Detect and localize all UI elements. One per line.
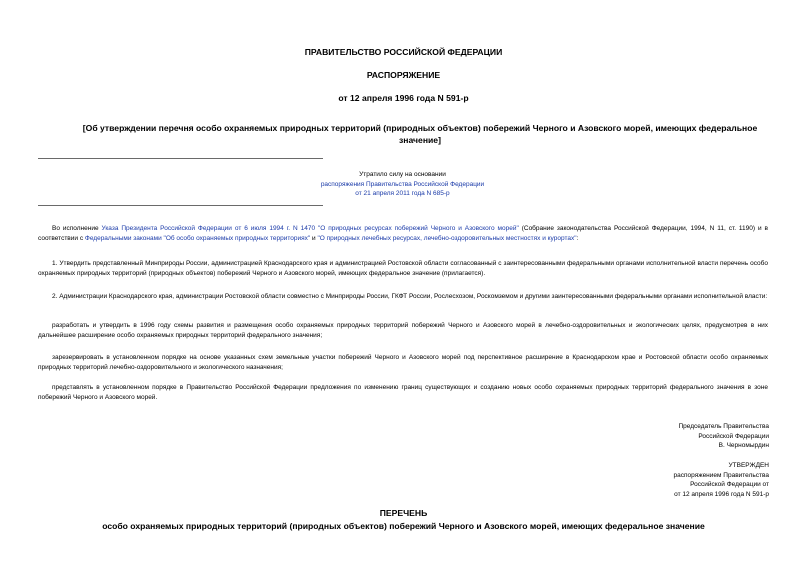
resorts-law-link[interactable]: "О природных лечебных ресурсах, лечебно-оздоровительных местностях и курортах" <box>317 234 577 242</box>
signature-org: Российской Федерации <box>698 432 769 440</box>
document-date-number: от 12 апреля 1996 года N 591-р <box>338 93 469 103</box>
paragraph-5: представлять в установленном порядке в Правительство Российской Федерации предложения по изменению границ существующих и созданию новых особо охраняемых природных территорий федерального значения в зоне побережий Черного и Азовского морей. <box>38 384 768 401</box>
status-text: Утратило силу на основании <box>359 171 446 178</box>
list-title: ПЕРЕЧЕНЬ <box>379 508 428 518</box>
intro-text-2: (Собрание законодательства Российской Федерации, 1994, N 11, ст. 1190) и в соответствии с <box>38 225 768 242</box>
document-type: РАСПОРЯЖЕНИЕ <box>366 70 441 80</box>
approved-by: распоряжением Правительства <box>673 471 769 479</box>
approved-block <box>560 461 769 499</box>
repeal-link-date[interactable]: от 21 апреля 2011 года N 685-р <box>355 190 450 197</box>
bottom-divider <box>38 205 323 206</box>
intro-paragraph <box>38 224 768 243</box>
list-subtitle: особо охраняемых природных территорий (природных объектов) побережий Черного и Азовского морей, имеющих федеральное значение <box>102 521 705 531</box>
paragraph-1: 1. Утвердить представленный Минприроды России, администрацией Краснодарского края и администрацией Ростовской области согласованный с заинтересованными федеральными органами исполнительной власти перечень особо охраняемых природных территорий (природных объектов) побережий Черного и Азовского морей, имеющих федеральное значение (прилагается). <box>38 260 768 277</box>
status-block <box>300 170 505 199</box>
document-title: [Об утверждении перечня особо охраняемых природных территорий (природных объектов) побережий Черного и Азовского морей, имеющих федеральное значение] <box>82 123 758 145</box>
top-divider <box>38 158 323 159</box>
intro-text-3: и <box>310 234 318 242</box>
signature-title: Председатель Правительства <box>678 423 769 430</box>
decree-link[interactable]: Указа Президента Российской Федерации от 6 июля 1994 г. N 1470 "О природных ресурсах побережий Черного и Азовского морей" <box>101 225 519 232</box>
paragraph-4: зарезервировать в установленном порядке на основе указанных схем земельные участки побережий Черного и Азовского морей под перспективное расширение в Краснодарском крае и Ростовской области особо охраняемых природных территорий лечебно-оздоровительного и экологического назначения; <box>38 354 768 371</box>
paragraph-3: разработать и утвердить в 1996 году схемы развития и размещения особо охраняемых природных территорий побережий Черного и Азовского морей в лечебно-оздоровительных и экологических целях, предусмотрев в них дальнейшее расширение особо охраняемых природных территорий федерального значения; <box>38 322 768 339</box>
signature-name: В. Черномырдин <box>718 442 769 449</box>
government-name: ПРАВИТЕЛЬСТВО РОССИЙСКОЙ ФЕДЕРАЦИИ <box>304 47 503 57</box>
signature-block <box>560 422 769 451</box>
approved-label: УТВЕРЖДЕН <box>728 462 769 469</box>
intro-text-4: : <box>576 234 579 242</box>
intro-text-1: Во исполнение <box>52 225 102 232</box>
approved-org: Российской Федерации от <box>690 481 769 488</box>
repeal-link[interactable]: распоряжения Правительства Российской Федерации <box>320 180 485 188</box>
paragraph-2: 2. Администрации Краснодарского края, администрации Ростовской области совместно с Минприроды России, ГКФТ России, Рослесхозом, Роскомземом и другими заинтересованными федеральными органами исполнительной власти: <box>52 293 768 300</box>
federal-law-link[interactable]: Федеральными законами "Об особо охраняемых природных территориях" <box>84 234 311 242</box>
approved-date: от 12 апреля 1996 года N 591-р <box>674 490 769 498</box>
